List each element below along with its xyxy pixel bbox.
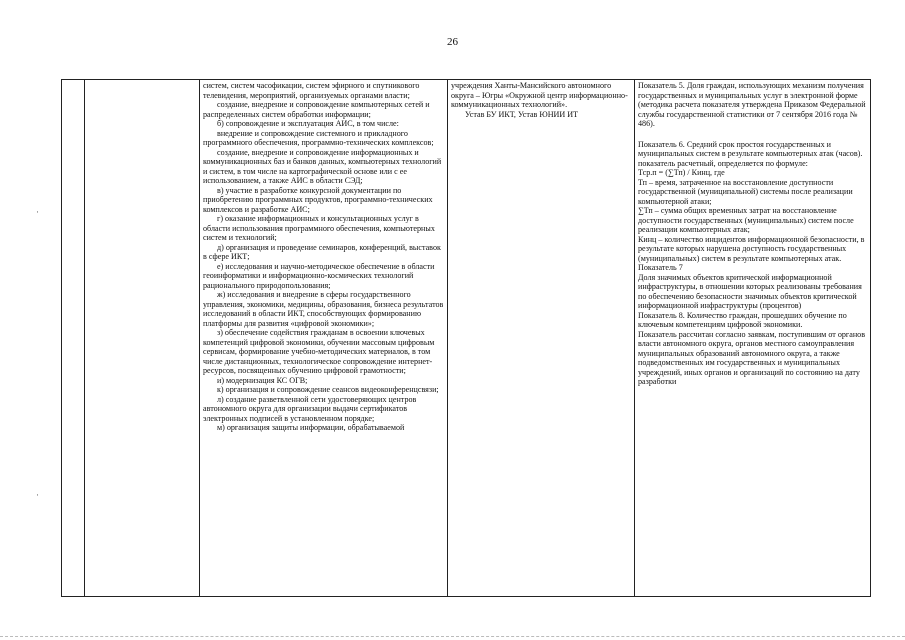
- activity-line: ж) исследования и внедрение в сферы государственного управления, экономики, медицины, образования, бизнеса результатов исследований в области ИКТ, способствующих формированию платформы для развития «цифровой экономики»;: [203, 290, 444, 328]
- formula: Тср.п = (∑Тп) / Кинц, где: [638, 168, 725, 177]
- formula-term: Тп – время, затраченное на восстановление доступности государственной (муниципальной) системы после реализации компьютерной атаки;: [638, 177, 853, 206]
- program-table: [61, 79, 871, 597]
- activity-line: систем, систем часофикации, систем эфирного и спутникового телевидения, мероприятий, организуемых органами власти;: [203, 81, 420, 100]
- indicator-6: Показатель 6. Средний срок простоя государственных и муниципальных систем в результате компьютерных атак (часов). показатель расчетный, определяется по формуле:: [638, 139, 863, 168]
- activity-line: л) создание разветвленной сети удостоверяющих центров автономного округа для организации выдачи сертификатов электронных подписей в установленном порядке;: [203, 394, 417, 423]
- activity-line: г) оказание информационных и консультационных услуг в области использования программного обеспечения, компьютерных систем и технологий;: [203, 214, 435, 242]
- activity-line: в) участие в разработке конкурсной документации по приобретению программных продуктов, программно-технических комплексов и разработке АИС;: [203, 185, 433, 214]
- page-number: 26: [447, 36, 458, 48]
- charter-text: Устав БУ ИКТ, Устав ЮНИИ ИТ: [465, 109, 579, 119]
- activities-column: [200, 80, 448, 596]
- indicator-7: Доля значимых объектов критической информационной инфраструктуры, в отношении которых реализованы требования по обеспечению безопасности значимых объектов критической информационной инфраструктуры (процентов): [638, 272, 862, 310]
- activity-line: создание, внедрение и сопровождение компьютерных сетей и распределенных систем обработки информации;: [203, 100, 430, 119]
- scan-edge: [0, 636, 905, 640]
- activity-line: з) обеспечение содействия гражданам в освоении ключевых компетенций цифровой экономики, обучении массовым цифровым сервисам, формирование учебно-методических материалов, в том числе дистанционных, технологическое сопровождение интернет-ресурсов, посвященных обучению цифровой грамотности;: [203, 328, 435, 375]
- activity-line: м) организация защиты информации, обрабатываемой: [217, 423, 405, 432]
- activity-line: создание, внедрение и сопровождение информационных и коммуникационных баз и банков данных, компьютерных технологий и систем, в том числе на картографической основе или с ее использованием, а также АИС в области СЭД;: [203, 147, 442, 185]
- indicator-8-note: Показатель рассчитан согласно заявкам, поступившим от органов власти автономного округа, органов местного самоуправления муниципальных образований автономного округа, а также подведомственных им государственных и муниципальных учреждений, иных органов и организаций по состоянию на дату разработки: [638, 329, 866, 386]
- scan-dot: ·: [36, 207, 39, 217]
- activity-line: к) организация и сопровождение сеансов видеоконференцсвязи;: [217, 385, 439, 394]
- scan-dot: ·: [36, 490, 39, 500]
- responsible-column: [448, 80, 635, 596]
- indicator-8: Показатель 8. Количество граждан, прошедших обучение по ключевым компетенциям цифровой экономики.: [638, 310, 847, 329]
- formula-term: ∑Тп – сумма общих временных затрат на восстановление доступности государственных (муниципальных) систем после реализации компьютерных атак;: [638, 206, 854, 234]
- indicator-5: Показатель 5. Доля граждан, использующих механизм получения государственных и муниципальных услуг в электронной форме (методика расчета показателя утверждена Приказом Федеральной службы государственной статистики от 7 сентября 2016 года № 486).: [638, 81, 866, 128]
- activity-line: и) модернизация КС ОГВ;: [217, 375, 308, 385]
- activity-line: внедрение и сопровождение системного и прикладного программного обеспечения, программно-технических комплексов;: [203, 128, 434, 147]
- task-column: [85, 80, 200, 596]
- formula-term: Кинц – количество инцидентов информационной безопасности, в результате которых нарушена доступность государственных (муниципальных) систем в результате компьютерных атак.: [638, 234, 865, 263]
- responsible-text: учреждения Ханты-Мансийского автономного округа – Югры «Окружной центр информационно-коммуникационных технологий».: [451, 81, 628, 109]
- activity-line: д) организация и проведение семинаров, конференций, выставок в сфере ИКТ;: [203, 242, 441, 261]
- number-column: [62, 80, 85, 596]
- activity-line: б) сопровождение и эксплуатация АИС, в том числе:: [217, 119, 399, 128]
- activity-line: е) исследования и научно-методическое обеспечение в области геоинформатики и информационно-космических технологий рационального природопользования;: [203, 261, 435, 290]
- indicator-7-title: Показатель 7: [638, 263, 683, 272]
- indicators-column: [635, 80, 870, 596]
